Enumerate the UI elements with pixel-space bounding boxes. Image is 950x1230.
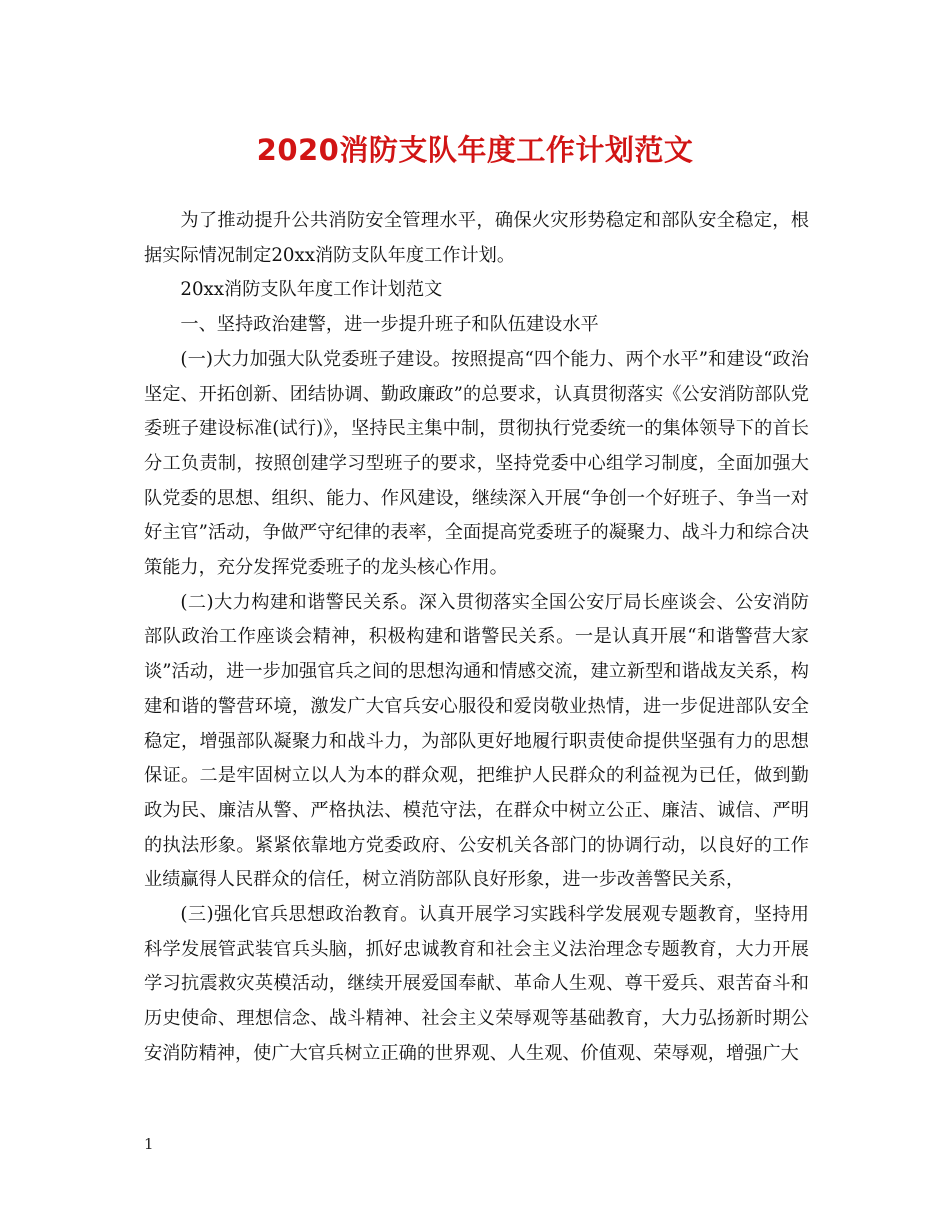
page-number: 1 xyxy=(144,1135,154,1153)
paragraph-item-3: (三)强化官兵思想政治教育。认真开展学习实践科学发展观专题教育，坚持用科学发展管武装官兵头脑，抓好忠诚教育和社会主义法治理念专题教育，大力开展学习抗震救灾英模活动，继续开展爱国奉献、革命人生观、尊干爱兵、艰苦奋斗和历史使命、理想信念、战斗精神、社会主义荣辱观等基础教育，大力弘扬新时期公安消防精神，使广大官兵树立正确的世界观、人生观、价值观、荣辱观，增强广大 xyxy=(144,904,809,1064)
document-title: 2020消防支队年度工作计划范文 xyxy=(256,133,694,167)
paragraph-item-1: (一)大力加强大队党委班子建设。按照提高“四个能力、两个水平”和建设“政治坚定、开拓创新、团结协调、勤政廉政”的总要求，认真贯彻落实《公安消防部队党委班子建设标准(试行)》，坚持民主集中制，贯彻执行党委统一的集体领导下的首长分工负责制，按照创建学习型班子的要求，坚持党委中心组学习制度，全面加强大队党委的思想、组织、能力、作风建设，继续深入开展“争创一个好班子、争当一对好主官”活动，争做严守纪律的表率，全面提高党委班子的凝聚力、战斗力和综合决策能力，充分发挥党委班子的龙头核心作用。 xyxy=(144,348,809,579)
section-heading-1: 一、坚持政治建警，进一步提升班子和队伍建设水平 xyxy=(180,314,599,336)
paragraph-subtitle: 20xx消防支队年度工作计划范文 xyxy=(180,279,443,301)
paragraph-intro: 为了推动提升公共消防安全管理水平，确保火灾形势稳定和部队安全稳定，根据实际情况制定20xx消防支队年度工作计划。 xyxy=(144,210,809,266)
paragraph-item-2: (二)大力构建和谐警民关系。深入贯彻落实全国公安厅局长座谈会、公安消防部队政治工作座谈会精神，积极构建和谐警民关系。一是认真开展“和谐警营大家谈”活动，进一步加强官兵之间的思想沟通和情感交流，建立新型和谐战友关系，构建和谐的警营环境，激发广大官兵安心服役和爱岗敬业热情，进一步促进部队安全稳定，增强部队凝聚力和战斗力，为部队更好地履行职责使命提供坚强有力的思想保证。二是牢固树立以人为本的群众观，把维护人民群众的利益视为已任，做到勤政为民、廉洁从警、严格执法、模范守法，在群众中树立公正、廉洁、诚信、严明的执法形象。紧紧依靠地方党委政府、公安机关各部门的协调行动，以良好的工作业绩赢得人民群众的信任，树立消防部队良好形象，进一步改善警民关系， xyxy=(144,591,809,891)
document-body xyxy=(144,204,809,1072)
